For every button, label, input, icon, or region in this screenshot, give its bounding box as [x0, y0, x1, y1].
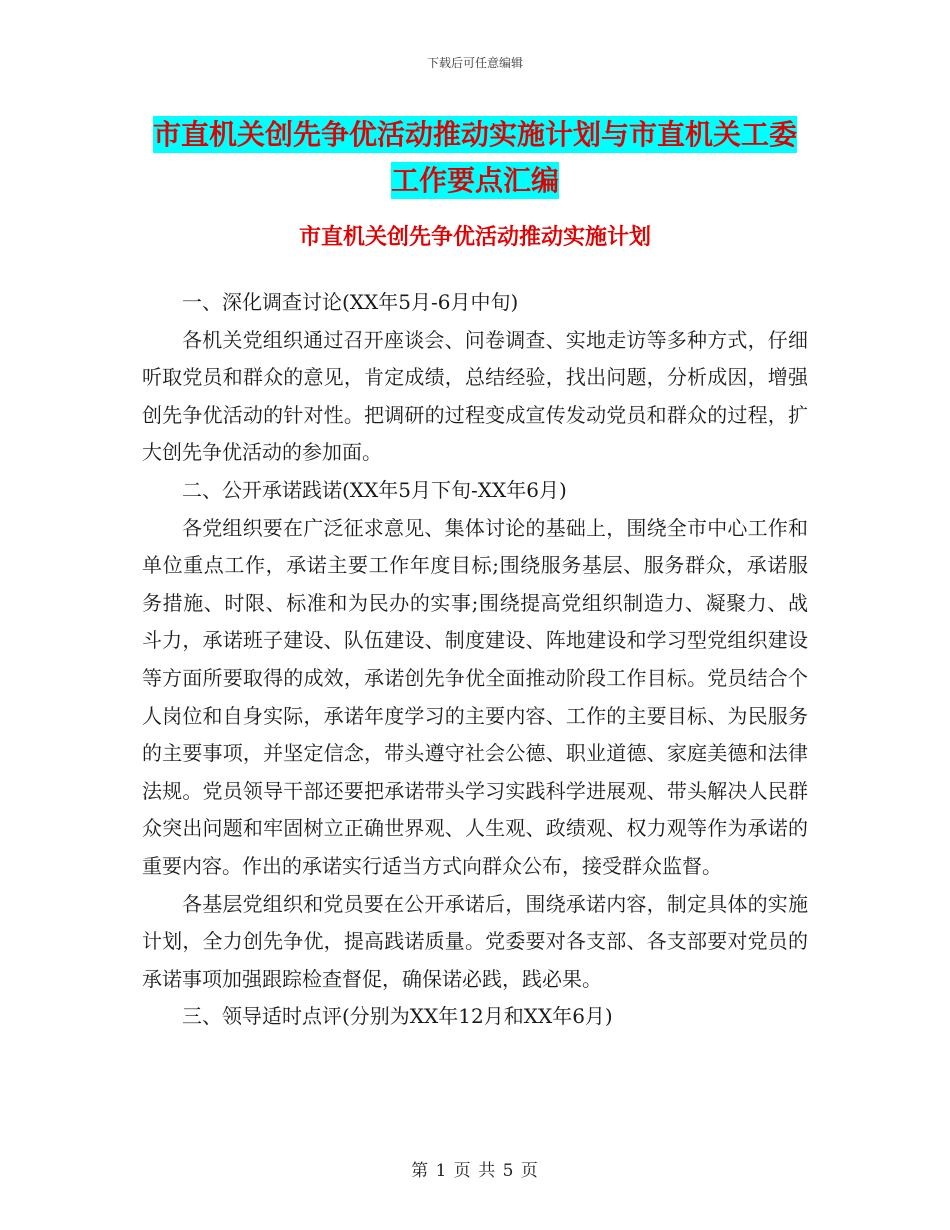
title-line-1: 市直机关创先争优活动推动实施计划与市直机关工委: [152, 118, 797, 151]
header-note: 下载后可任意编辑: [426, 56, 523, 70]
section-heading-3: 三、领导适时点评(分别为XX年12月和XX年6月): [182, 1004, 613, 1029]
section-title: 市直机关创先争优活动推动实施计划: [298, 225, 651, 250]
paragraph-3: 各基层党组织和党员要在公开承诺后，围绕承诺内容，制定具体的实施计划，全力创先争优，提高践诺质量。党委要对各支部、各支部要对党员的承诺事项加强跟踪检查督促，确保诺必践，践必果。: [142, 891, 808, 991]
paragraph-1: 各机关党组织通过召开座谈会、问卷调查、实地走访等多种方式，仔细听取党员和群众的意见，肯定成绩，总结经验，找出问题，分析成因，增强创先争优活动的针对性。把调研的过程变成宣传发动党员和群众的过程，扩大创先争优活动的参加面。: [142, 327, 808, 465]
document-title: [0, 112, 950, 204]
title-line-2: 工作要点汇编: [390, 164, 559, 197]
section-heading-1: 一、深化调查讨论(XX年5月-6月中旬): [182, 290, 519, 314]
section-heading-2: 二、公开承诺践诺(XX年5月下旬-XX年6月): [182, 477, 567, 502]
body-text: [142, 284, 808, 1036]
paragraph-2: 各党组织要在广泛征求意见、集体讨论的基础上，围绕全市中心工作和单位重点工作，承诺主要工作年度目标;围绕服务基层、服务群众，承诺服务措施、时限、标准和为民办的实事;围绕提高党组织制造力、凝聚力、战斗力，承诺班子建设、队伍建设、制度建设、阵地建设和学习型党组织建设等方面所要取得的成效，承诺创先争优全面推动阶段工作目标。党员结合个人岗位和自身实际，承诺年度学习的主要内容、工作的主要目标、为民服务的主要事项，并坚定信念，带头遵守社会公德、职业道德、家庭美德和法律法规。党员领导干部还要把承诺带头学习实践科学进展观、带头解决人民群众突出问题和牢固树立正确世界观、人生观、政绩观、权力观等作为承诺的重要内容。作出的承诺实行适当方式向群众公布，接受群众监督。: [142, 515, 808, 878]
page-footer: 第 1 页 共 5 页: [411, 1161, 539, 1181]
